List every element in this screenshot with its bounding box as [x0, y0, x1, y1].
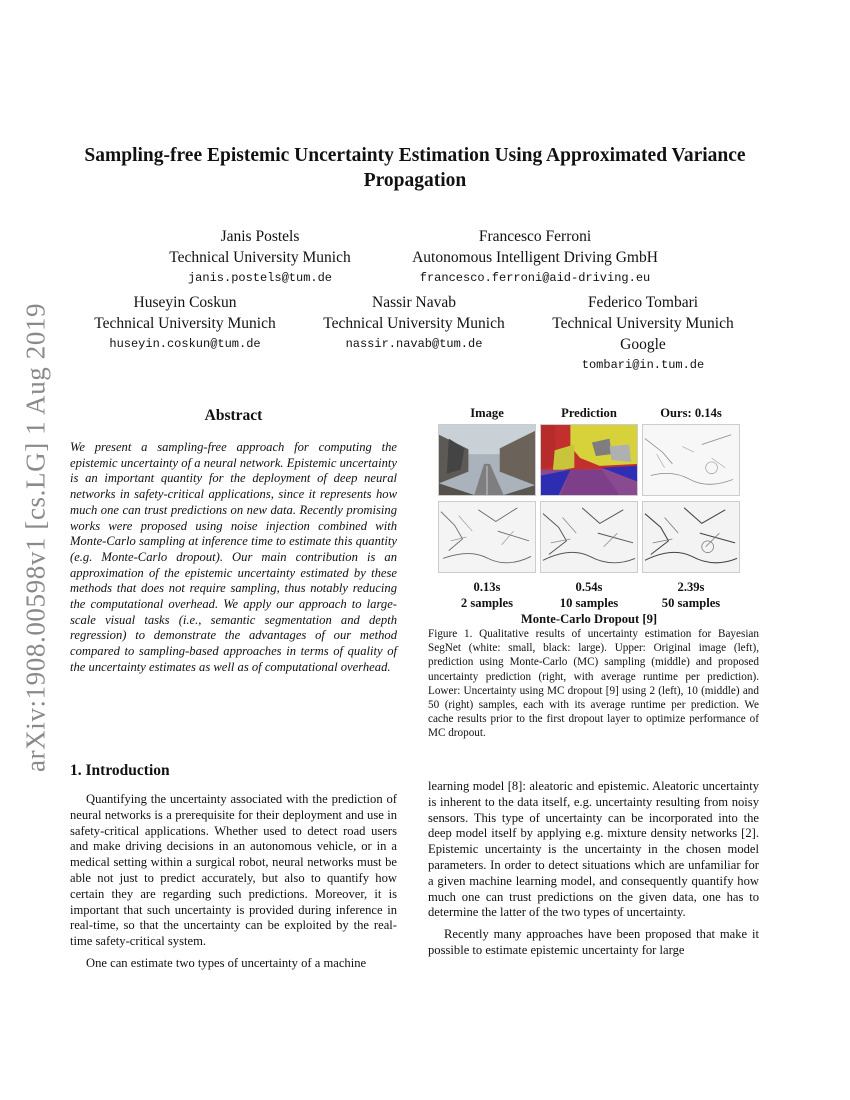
author-email: nassir.navab@tum.de: [345, 337, 483, 351]
figure-time-label: 2.39s: [677, 580, 705, 594]
author-affiliation: Technical University Munich: [94, 315, 276, 332]
figure-image-street: [438, 424, 536, 496]
abstract-text: We present a sampling-free approach for computing the epistemic uncertainty of a neural network. Epistemic uncertainty is an important quantity for the deployment of deep neural networks in safety-critical applications, since it represents how much one can trust predictions on new data. Recently promising works were proposed using noise injection combined with Monte-Carlo sampling at inference time to estimate this quantity (e.g. Monte-Carlo dropout). Our main contribution is an approximation of the epistemic uncertainty estimated by these methods that does not require sampling, thus notably reducing the computational overhead. We apply our approach to large-scale visual tasks (i.e., semantic segmentation and depth regression) to demonstrate the advantages of our method compared to sampling-based approaches in terms of quality of the uncertainty estimates as well as of computational overhead.: [70, 440, 397, 674]
author-block: [75, 292, 295, 354]
paragraph: learning model [8]: aleatoric and epistemic. Aleatoric uncertainty is inherent to the data itself, e.g. uncertainty resulting from noisy sensors. This type of uncertainty can be incorporated into the deep model itself by applying e.g. mixture density networks [2]. Epistemic uncertainty is the uncertainty in the chosen model parameters. In order to detect situations which are unfamiliar for a given machine learning model, and consequently quantify how much one can trust predictions on the given data, one has to determine the latter of the two types of uncertainty.: [428, 779, 759, 920]
author-email: huseyin.coskun@tum.de: [109, 337, 261, 351]
author-block: [304, 292, 524, 354]
arxiv-identifier: arXiv:1908.00598v1 [cs.LG] 1 Aug 2019: [20, 302, 51, 772]
abstract-heading: Abstract: [204, 407, 263, 424]
figure-samples-label: 2 samples: [460, 596, 514, 610]
figure-column-header: Image: [470, 406, 504, 420]
author-affiliation: Technical University Munich: [323, 315, 505, 332]
figure-image-mc-dropout-50: [642, 501, 740, 573]
figure-samples-label: 50 samples: [661, 596, 721, 610]
author-affiliation-secondary: Google: [620, 336, 666, 353]
paragraph: Quantifying the uncertainty associated with the prediction of neural networks is a prerequisite for their deployment and use in safety-critical applications. Whether used to detect road users and make driving decisions in an autonomous vehicle, or in a medical setting within a surgical robot, neural networks must be able not just to predict accurately, but also to quantify how certain they are regarding such predictions. Moreover, it is important that such uncertainty is provided during inference in real-time, so that the uncertainty can be exploited by the real-time safety-critical system.: [70, 792, 397, 949]
author-affiliation: Technical University Munich: [169, 249, 351, 266]
figure-column-header: Prediction: [561, 406, 617, 420]
section-heading: 1. Introduction: [70, 762, 170, 779]
author-email: francesco.ferroni@aid-driving.eu: [419, 271, 651, 285]
figure-time-label: 0.13s: [473, 580, 501, 594]
author-email: tombari@in.tum.de: [581, 358, 705, 372]
figure-column-header: Ours: 0.14s: [660, 406, 722, 420]
paragraph: One can estimate two types of uncertainty of a machine: [86, 955, 367, 970]
figure-image-mc-dropout-10: [540, 501, 638, 573]
figure-image-ours-uncertainty: [642, 424, 740, 496]
author-block: [533, 292, 753, 375]
author-block: [150, 226, 370, 288]
author-email: janis.postels@tum.de: [187, 271, 333, 285]
intro-right-column: [428, 779, 759, 959]
author-name: Janis Postels: [220, 228, 300, 245]
author-name: Federico Tombari: [587, 294, 699, 311]
author-name: Francesco Ferroni: [478, 228, 592, 245]
figure-samples-label: 10 samples: [559, 596, 619, 610]
author-name: Nassir Navab: [372, 294, 456, 311]
figure-caption: Figure 1. Qualitative results of uncertainty estimation for Bayesian SegNet (white: small, black: large). Upper: Original image (left), prediction using Monte-Carlo (MC) sampling (middle) and proposed uncertainty prediction (right, with average runtime per prediction). Lower: Uncertainty using MC dropout [9] using 2 (left), 10 (middle) and 50 (right) samples, each with its average runtime per prediction. We cache results prior to the first dropout layer to optimize performance of MC dropout.: [428, 628, 759, 740]
paper-title: Sampling-free Epistemic Uncertainty Estimation Using Approximated Variance Propagation: [84, 145, 746, 191]
author-block: [385, 226, 685, 288]
intro-left-column: [70, 792, 397, 972]
paragraph: Recently many approaches have been proposed that make it possible to estimate epistemic uncertainty for large: [428, 927, 759, 957]
author-name: Huseyin Coskun: [133, 294, 237, 311]
figure-image-mc-dropout-2: [438, 501, 536, 573]
figure-image-segmentation: [540, 424, 638, 496]
author-affiliation: Autonomous Intelligent Driving GmbH: [412, 249, 658, 266]
figure-group-label: Monte-Carlo Dropout [9]: [520, 612, 658, 626]
figure-time-label: 0.54s: [575, 580, 603, 594]
author-affiliation: Technical University Munich: [552, 315, 734, 332]
